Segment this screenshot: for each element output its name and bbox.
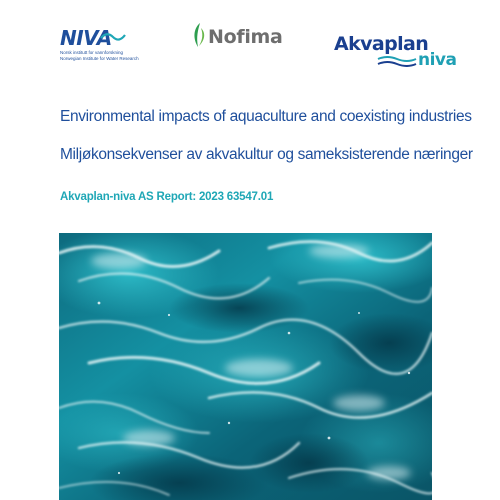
leaf-icon xyxy=(191,22,207,48)
akvaplan-niva-logo xyxy=(334,33,469,73)
report-number: Akvaplan-niva AS Report: 2023 63547.01 xyxy=(60,191,274,203)
nofima-logo xyxy=(191,22,286,52)
akvaplan-logo-text: Akvaplan xyxy=(334,33,429,55)
niva-logo-text: NIVA xyxy=(60,26,112,50)
niva-subline-en: Norwegian Institute for Water Research xyxy=(60,56,139,61)
report-title-english: Environmental impacts of aquaculture and coexisting industries xyxy=(60,108,472,125)
niva-wave-icon xyxy=(100,29,126,43)
nofima-logo-text: Nofima xyxy=(208,26,283,48)
niva-subline-no: Norsk institutt for vannforskning xyxy=(60,50,124,55)
niva-logo-subtext: niva xyxy=(418,50,457,70)
cover-ocean-image xyxy=(59,233,432,500)
wave-icon xyxy=(377,55,417,67)
report-title-norwegian: Miljøkonsekvenser av akvakultur og sameksisterende næringer xyxy=(60,146,473,163)
niva-logo xyxy=(60,26,170,66)
